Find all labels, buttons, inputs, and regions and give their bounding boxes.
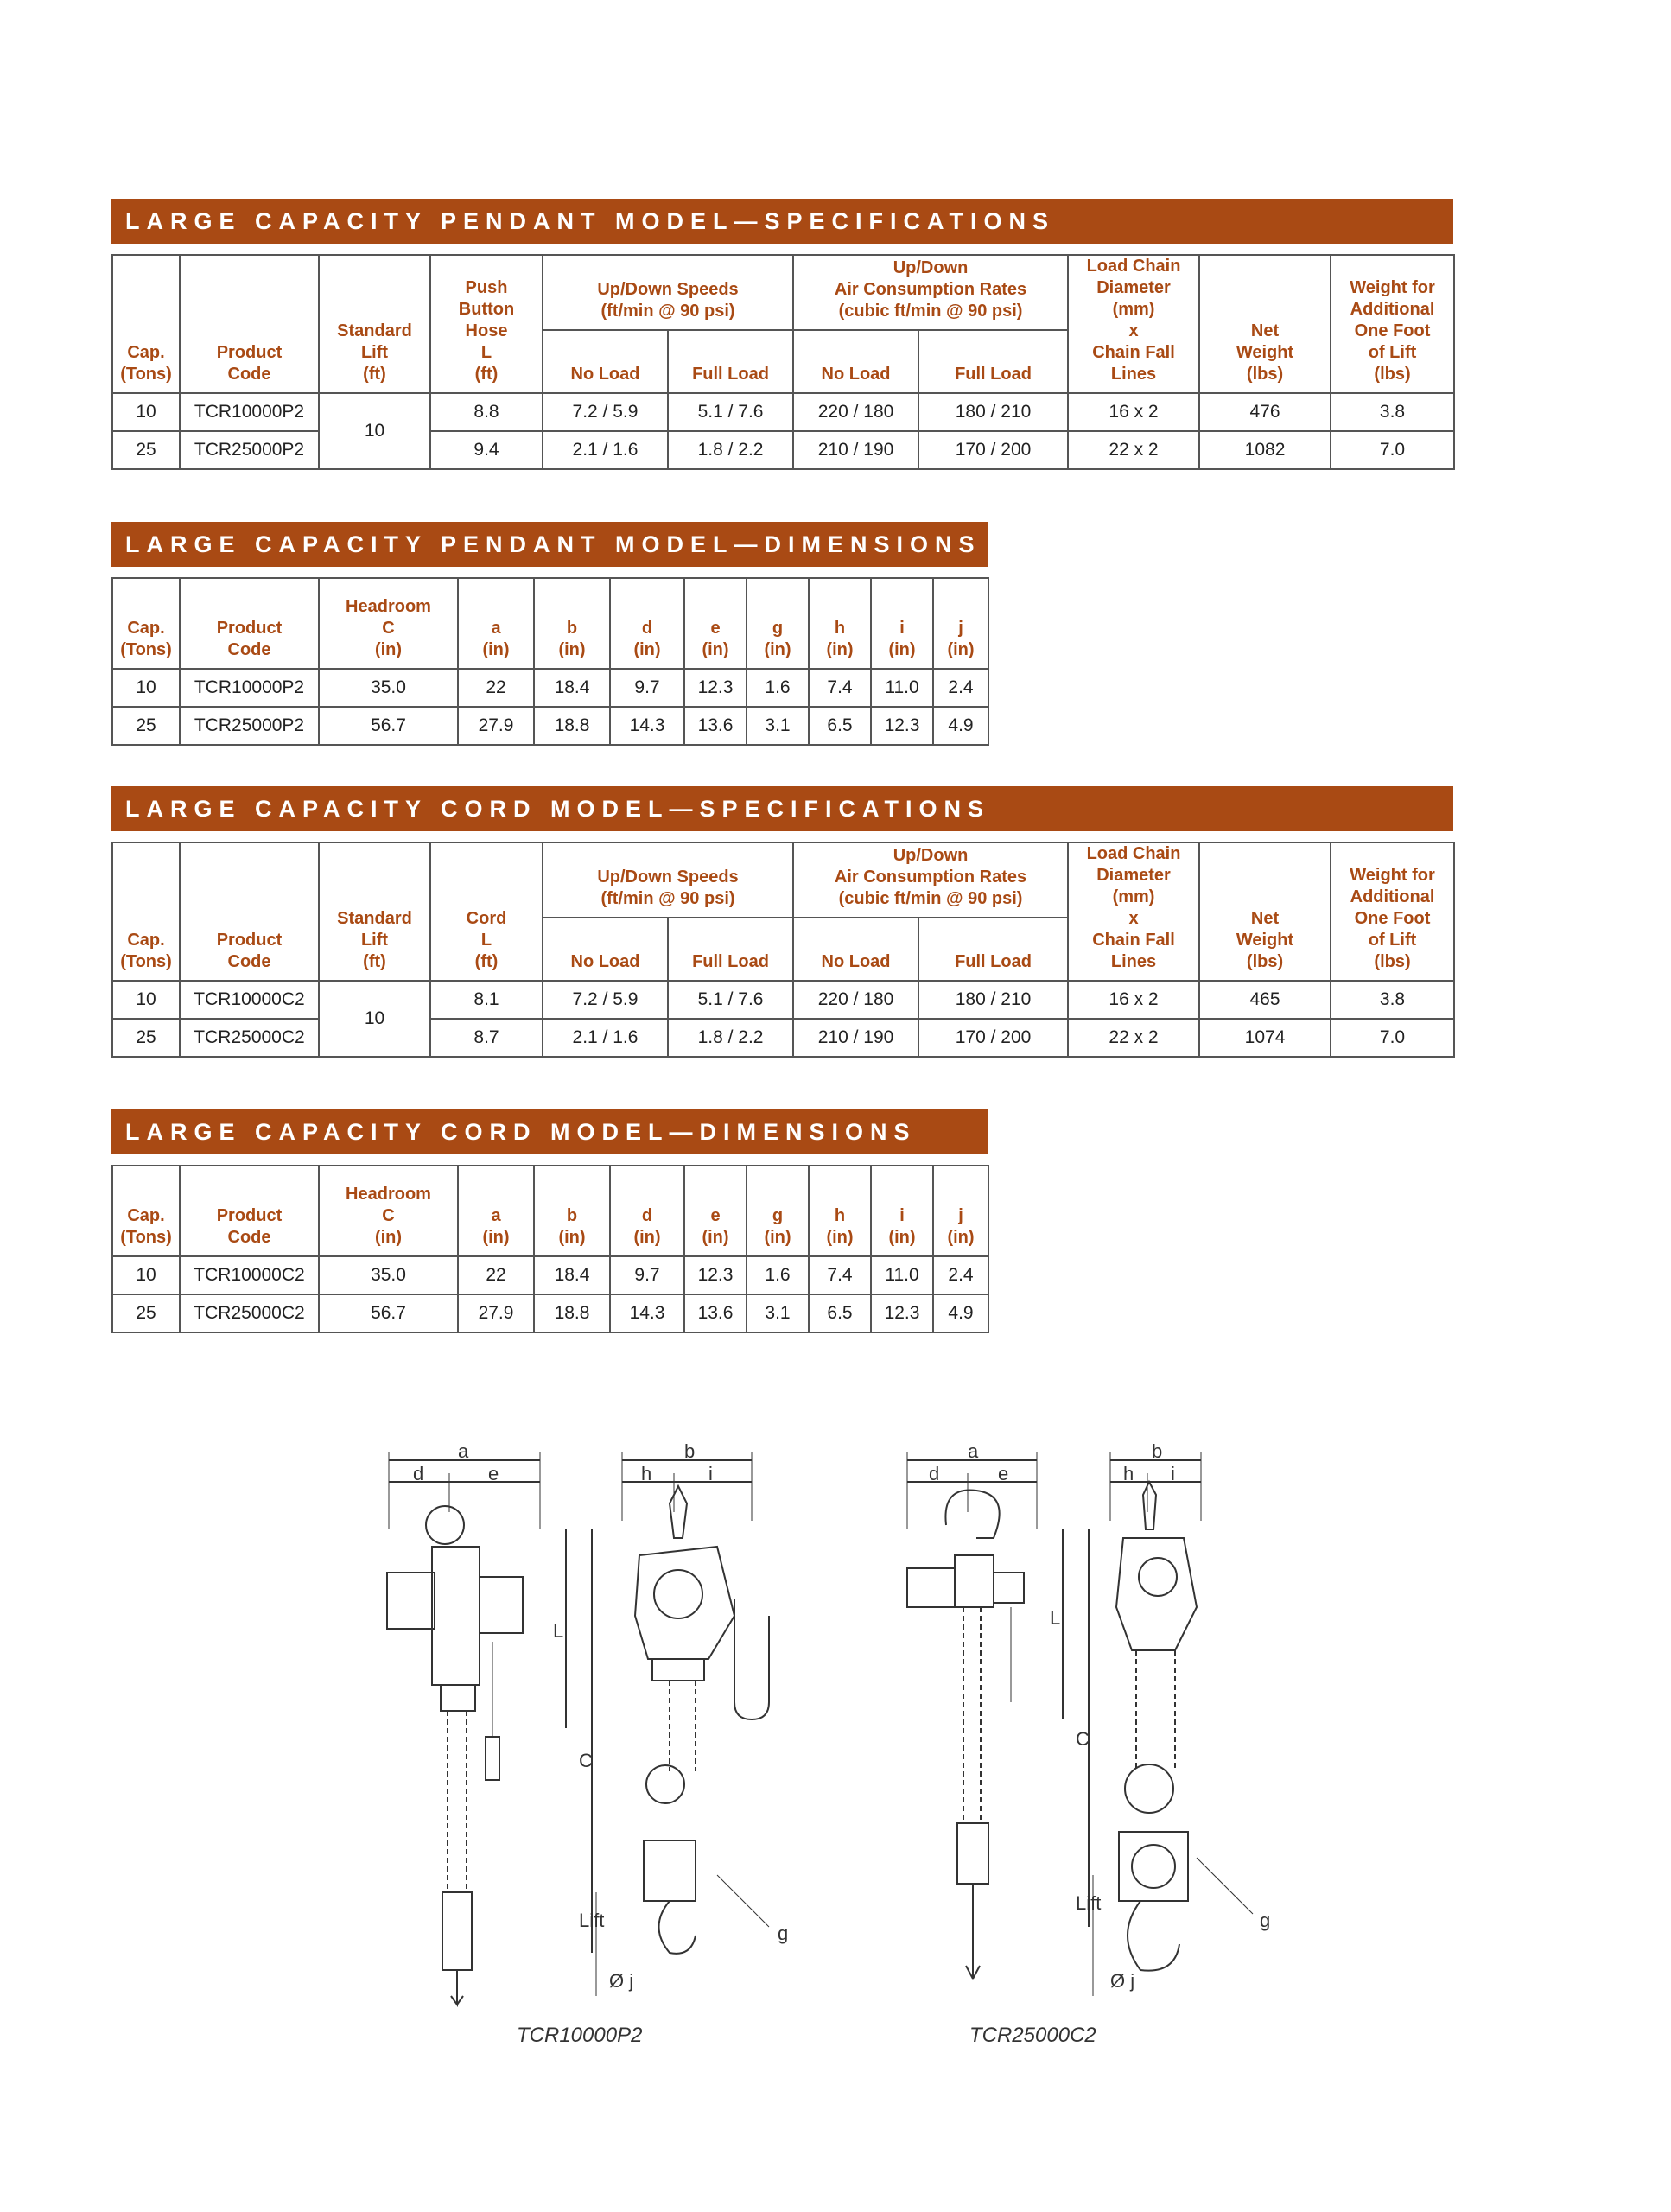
col-header-headroom: Headroom C (in) <box>319 578 458 669</box>
cell-speed-no-load: 7.2 / 5.9 <box>543 981 668 1019</box>
cell-b: 18.4 <box>534 669 610 707</box>
cord-specs-section <box>111 786 1455 1058</box>
cell-e: 12.3 <box>684 669 747 707</box>
col-header-weight: Net Weight (lbs) <box>1199 255 1331 393</box>
cell-g: 1.6 <box>747 669 809 707</box>
cell-a: 22 <box>458 1256 534 1294</box>
col-header-additional-weight: Weight for Additional One Foot of Lift (lbs) <box>1331 255 1454 393</box>
cell-d: 14.3 <box>610 1294 684 1332</box>
col-header-cap: Cap. (Tons) <box>112 1166 180 1256</box>
col-header-air-no-load: No Load <box>793 918 918 981</box>
col-header-speed-no-load: No Load <box>543 330 668 393</box>
col-header-standard-lift: Standard Lift (ft) <box>319 255 430 393</box>
cell-j: 2.4 <box>933 669 988 707</box>
col-header-chain: Load Chain Diameter (mm) x Chain Fall Lines <box>1068 842 1199 981</box>
cell-standard-lift: 10 <box>319 981 430 1057</box>
dim-label-a: a <box>458 1443 469 1462</box>
cell-headroom: 56.7 <box>319 1294 458 1332</box>
cell-h: 6.5 <box>809 1294 871 1332</box>
cell-d: 9.7 <box>610 1256 684 1294</box>
cord-dimensions-table <box>111 1165 989 1333</box>
col-header-i: i (in) <box>871 1166 933 1256</box>
cell-h: 7.4 <box>809 669 871 707</box>
cell-a: 27.9 <box>458 1294 534 1332</box>
cell-standard-lift: 10 <box>319 393 430 469</box>
col-header-air: Up/Down Air Consumption Rates (cubic ft/min @ 90 psi) <box>793 255 1068 330</box>
col-header-d: d (in) <box>610 578 684 669</box>
section-banner: LARGE CAPACITY CORD MODEL—SPECIFICATIONS <box>111 786 1453 831</box>
cell-a: 22 <box>458 669 534 707</box>
cell-product-code: TCR10000P2 <box>180 393 319 431</box>
dim-label-L: L <box>1050 1607 1061 1629</box>
col-header-a: a (in) <box>458 578 534 669</box>
dim-label-lift: Lift <box>579 1910 605 1931</box>
table-row <box>112 669 988 707</box>
cell-h: 6.5 <box>809 707 871 745</box>
col-header-b: b (in) <box>534 1166 610 1256</box>
col-header-standard-lift: Standard Lift (ft) <box>319 842 430 981</box>
col-header-weight: Net Weight (lbs) <box>1199 842 1331 981</box>
cell-air-no-load: 220 / 180 <box>793 393 918 431</box>
cell-speed-full-load: 1.8 / 2.2 <box>668 431 793 469</box>
cell-i: 11.0 <box>871 1256 933 1294</box>
dim-label-a: a <box>968 1443 979 1462</box>
col-header-hose: Push Button Hose L (ft) <box>430 255 543 393</box>
cord-specs-table <box>111 842 1455 1058</box>
table-row <box>112 1294 988 1332</box>
figure-caption: TCR25000C2 <box>969 2024 1096 2047</box>
dim-label-b: b <box>1152 1443 1163 1462</box>
col-header-j: j (in) <box>933 578 988 669</box>
cell-hose: 9.4 <box>430 431 543 469</box>
cell-headroom: 56.7 <box>319 707 458 745</box>
hoist-drawing-tcr10000p2 <box>372 1443 821 2013</box>
cell-speed-no-load: 2.1 / 1.6 <box>543 431 668 469</box>
cell-product-code: TCR10000C2 <box>180 1256 319 1294</box>
table-row <box>112 981 1454 1019</box>
cell-additional-weight: 7.0 <box>1331 431 1454 469</box>
pendant-dimensions-table <box>111 577 989 746</box>
dim-label-h: h <box>641 1463 652 1484</box>
col-header-additional-weight: Weight for Additional One Foot of Lift (lbs) <box>1331 842 1454 981</box>
table-row <box>112 393 1454 431</box>
cell-g: 1.6 <box>747 1256 809 1294</box>
dim-label-L: L <box>553 1620 564 1642</box>
cell-chain: 22 x 2 <box>1068 431 1199 469</box>
col-header-cord: Cord L (ft) <box>430 842 543 981</box>
cell-j: 2.4 <box>933 1256 988 1294</box>
col-header-d: d (in) <box>610 1166 684 1256</box>
col-header-speed-full-load: Full Load <box>668 918 793 981</box>
dim-label-i: i <box>708 1463 713 1484</box>
cell-weight: 1074 <box>1199 1019 1331 1057</box>
dim-label-C: C <box>579 1750 593 1771</box>
cell-d: 9.7 <box>610 669 684 707</box>
cell-chain: 16 x 2 <box>1068 393 1199 431</box>
section-banner: LARGE CAPACITY PENDANT MODEL—SPECIFICATIONS <box>111 199 1453 244</box>
cell-product-code: TCR25000P2 <box>180 431 319 469</box>
cell-additional-weight: 7.0 <box>1331 1019 1454 1057</box>
cell-e: 12.3 <box>684 1256 747 1294</box>
cell-cap: 25 <box>112 431 180 469</box>
cell-cap: 25 <box>112 707 180 745</box>
col-header-j: j (in) <box>933 1166 988 1256</box>
dim-label-j: Ø j <box>1110 1970 1135 1992</box>
cell-cord: 8.1 <box>430 981 543 1019</box>
dim-label-C: C <box>1076 1728 1090 1750</box>
cell-cap: 10 <box>112 1256 180 1294</box>
cell-hose: 8.8 <box>430 393 543 431</box>
col-header-g: g (in) <box>747 578 809 669</box>
col-header-air-full-load: Full Load <box>918 330 1068 393</box>
cell-weight: 476 <box>1199 393 1331 431</box>
cell-air-full-load: 170 / 200 <box>918 1019 1068 1057</box>
section-banner: LARGE CAPACITY PENDANT MODEL—DIMENSIONS <box>111 522 988 567</box>
cell-weight: 465 <box>1199 981 1331 1019</box>
col-header-speeds: Up/Down Speeds (ft/min @ 90 psi) <box>543 842 793 918</box>
col-header-i: i (in) <box>871 578 933 669</box>
cell-additional-weight: 3.8 <box>1331 981 1454 1019</box>
table-row <box>112 431 1454 469</box>
cell-air-full-load: 180 / 210 <box>918 981 1068 1019</box>
cell-i: 11.0 <box>871 669 933 707</box>
cell-air-no-load: 210 / 190 <box>793 431 918 469</box>
cell-cap: 25 <box>112 1019 180 1057</box>
col-header-cap: Cap. (Tons) <box>112 255 180 393</box>
cell-air-full-load: 170 / 200 <box>918 431 1068 469</box>
pendant-dimensions-section <box>111 522 989 746</box>
dim-label-j: Ø j <box>609 1970 634 1992</box>
col-header-cap: Cap. (Tons) <box>112 842 180 981</box>
cell-cap: 25 <box>112 1294 180 1332</box>
dim-label-d: d <box>929 1463 940 1484</box>
cell-speed-full-load: 1.8 / 2.2 <box>668 1019 793 1057</box>
col-header-a: a (in) <box>458 1166 534 1256</box>
cell-cap: 10 <box>112 393 180 431</box>
pendant-specs-table <box>111 254 1455 470</box>
cell-chain: 16 x 2 <box>1068 981 1199 1019</box>
cell-d: 14.3 <box>610 707 684 745</box>
cell-a: 27.9 <box>458 707 534 745</box>
col-header-h: h (in) <box>809 578 871 669</box>
col-header-speeds: Up/Down Speeds (ft/min @ 90 psi) <box>543 255 793 330</box>
dim-label-e: e <box>998 1463 1009 1484</box>
cell-speed-no-load: 2.1 / 1.6 <box>543 1019 668 1057</box>
cell-i: 12.3 <box>871 1294 933 1332</box>
col-header-e: e (in) <box>684 578 747 669</box>
col-header-product-code: Product Code <box>180 842 319 981</box>
cell-j: 4.9 <box>933 707 988 745</box>
table-row <box>112 1019 1454 1057</box>
col-header-g: g (in) <box>747 1166 809 1256</box>
cell-chain: 22 x 2 <box>1068 1019 1199 1057</box>
col-header-chain: Load Chain Diameter (mm) x Chain Fall Lines <box>1068 255 1199 393</box>
cell-g: 3.1 <box>747 1294 809 1332</box>
dim-label-b: b <box>684 1443 696 1462</box>
pendant-specs-section <box>111 199 1455 470</box>
col-header-h: h (in) <box>809 1166 871 1256</box>
cell-b: 18.8 <box>534 707 610 745</box>
dim-label-g: g <box>778 1923 789 1944</box>
cell-i: 12.3 <box>871 707 933 745</box>
cell-b: 18.8 <box>534 1294 610 1332</box>
figure-caption: TCR10000P2 <box>517 2024 643 2047</box>
cell-product-code: TCR25000C2 <box>180 1294 319 1332</box>
cord-dimensions-section <box>111 1109 989 1333</box>
col-header-air: Up/Down Air Consumption Rates (cubic ft/min @ 90 psi) <box>793 842 1068 918</box>
col-header-air-full-load: Full Load <box>918 918 1068 981</box>
cell-headroom: 35.0 <box>319 1256 458 1294</box>
table-row <box>112 707 988 745</box>
cell-g: 3.1 <box>747 707 809 745</box>
col-header-headroom: Headroom C (in) <box>319 1166 458 1256</box>
cell-headroom: 35.0 <box>319 669 458 707</box>
cell-e: 13.6 <box>684 1294 747 1332</box>
col-header-b: b (in) <box>534 578 610 669</box>
cell-speed-no-load: 7.2 / 5.9 <box>543 393 668 431</box>
cell-product-code: TCR10000P2 <box>180 669 319 707</box>
cell-cap: 10 <box>112 669 180 707</box>
col-header-speed-full-load: Full Load <box>668 330 793 393</box>
cell-e: 13.6 <box>684 707 747 745</box>
dim-label-e: e <box>488 1463 499 1484</box>
cell-j: 4.9 <box>933 1294 988 1332</box>
cell-cap: 10 <box>112 981 180 1019</box>
dim-label-i: i <box>1171 1463 1175 1484</box>
col-header-product-code: Product Code <box>180 255 319 393</box>
dim-label-d: d <box>413 1463 424 1484</box>
col-header-cap: Cap. (Tons) <box>112 578 180 669</box>
cell-b: 18.4 <box>534 1256 610 1294</box>
col-header-speed-no-load: No Load <box>543 918 668 981</box>
cell-speed-full-load: 5.1 / 7.6 <box>668 981 793 1019</box>
dim-label-lift: Lift <box>1076 1892 1102 1914</box>
cell-air-no-load: 220 / 180 <box>793 981 918 1019</box>
cell-product-code: TCR25000C2 <box>180 1019 319 1057</box>
dim-label-g: g <box>1260 1910 1271 1931</box>
hoist-drawing-tcr25000c2 <box>890 1443 1287 2013</box>
col-header-air-no-load: No Load <box>793 330 918 393</box>
cell-product-code: TCR10000C2 <box>180 981 319 1019</box>
cell-air-full-load: 180 / 210 <box>918 393 1068 431</box>
cell-air-no-load: 210 / 190 <box>793 1019 918 1057</box>
cell-cord: 8.7 <box>430 1019 543 1057</box>
cell-additional-weight: 3.8 <box>1331 393 1454 431</box>
col-header-product-code: Product Code <box>180 578 319 669</box>
cell-speed-full-load: 5.1 / 7.6 <box>668 393 793 431</box>
table-row <box>112 1256 988 1294</box>
col-header-product-code: Product Code <box>180 1166 319 1256</box>
col-header-e: e (in) <box>684 1166 747 1256</box>
cell-product-code: TCR25000P2 <box>180 707 319 745</box>
cell-weight: 1082 <box>1199 431 1331 469</box>
section-banner: LARGE CAPACITY CORD MODEL—DIMENSIONS <box>111 1109 988 1154</box>
cell-h: 7.4 <box>809 1256 871 1294</box>
dim-label-h: h <box>1123 1463 1134 1484</box>
